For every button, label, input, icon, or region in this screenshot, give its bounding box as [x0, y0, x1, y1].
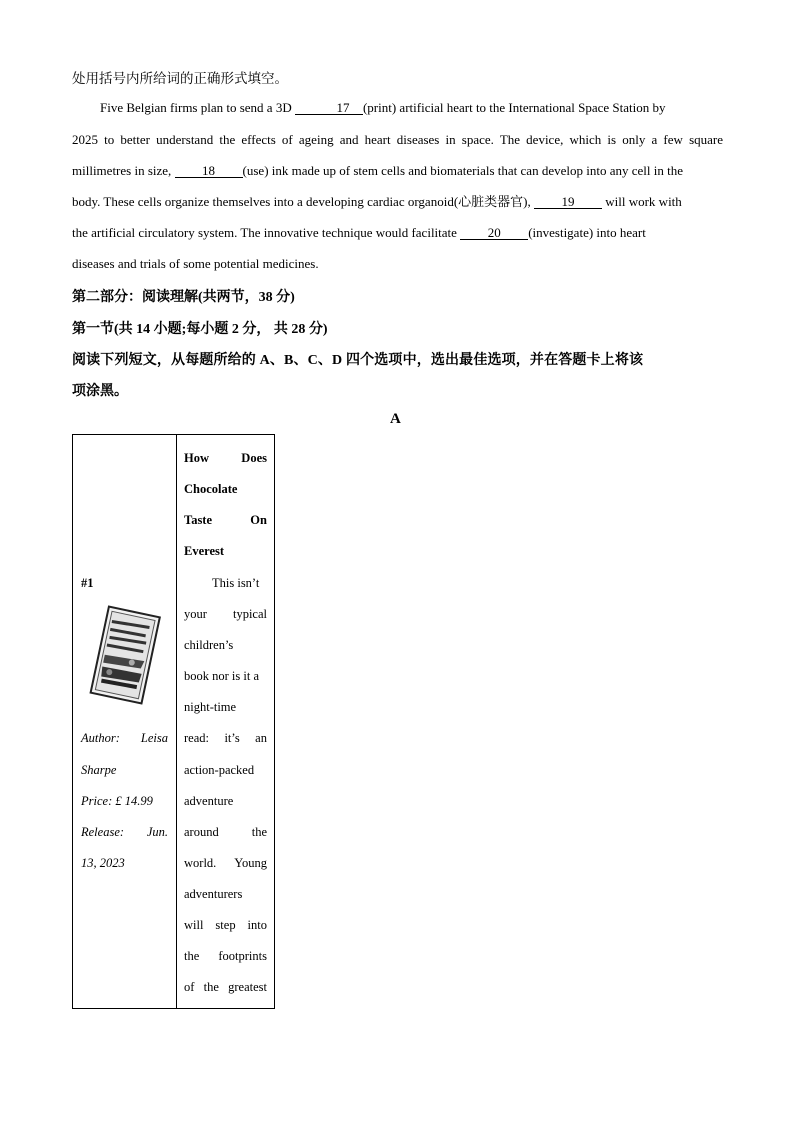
book-number: #1 — [81, 576, 94, 590]
book-description-line: world. Young — [184, 856, 267, 870]
blank-19[interactable]: 19 — [534, 195, 602, 209]
instruction-text: 处用括号内所给词的正确形式填空。 — [72, 71, 288, 87]
book-title-line: How Does — [184, 451, 267, 465]
reading-instructions-cont: 项涂黑。 — [72, 384, 128, 399]
book-title-line: Taste On — [184, 513, 267, 527]
passage-line-6: diseases and trials of some potential medicines. — [72, 256, 319, 271]
book-description-line: will step into — [184, 918, 267, 932]
passage-text: (use) ink made up of stem cells and biomaterials that can develop into any cell in the — [242, 163, 683, 178]
part-letter: A — [390, 411, 401, 427]
book-description-line: book nor is it a — [184, 669, 259, 683]
blank-18[interactable]: 18 — [175, 164, 243, 178]
blank-17[interactable]: 17 — [295, 101, 363, 115]
book-description-line: around the — [184, 825, 267, 839]
book-author-cont: Sharpe — [81, 763, 117, 777]
subsection-heading: 第一节(共 14 小题;每小题 2 分， 共 28 分) — [72, 322, 328, 337]
book-description-line: night-time — [184, 700, 237, 714]
book-description-line: This isn’t — [212, 576, 260, 590]
book-description-line: adventure — [184, 794, 234, 808]
passage-line-2: 2025 to better understand the effects of ageing and heart diseases in space. The device, which is only a few square — [72, 132, 723, 147]
book-description-line: action-packed — [184, 763, 255, 777]
book-description-line: children’s — [184, 638, 234, 652]
book-description-line: read: it’s an — [184, 731, 267, 745]
passage-text: millimetres in size, — [72, 163, 172, 178]
book-description-line: your typical — [184, 607, 267, 621]
passage-line-4 — [72, 194, 723, 210]
book-description-line: of the greatest — [184, 980, 267, 994]
passage-line-5 — [72, 225, 723, 241]
book-title-line: Everest — [184, 544, 225, 558]
book-description-line: the footprints — [184, 949, 267, 963]
section-heading: 第二部分：阅读理解(共两节，38 分) — [72, 290, 295, 305]
book-price: Price: £ 14.99 — [81, 794, 153, 808]
passage-text: (investigate) into heart — [528, 225, 646, 240]
passage-line-3 — [72, 163, 723, 179]
passage-text: the artificial circulatory system. The innovative technique would facilitate — [72, 225, 457, 240]
book-cover-image — [85, 601, 165, 711]
passage-text: (print) artificial heart to the International Space Station by — [362, 100, 666, 115]
blank-20[interactable]: 20 — [460, 226, 528, 240]
passage-line-1 — [72, 100, 723, 116]
book-title-line: Chocolate — [184, 482, 238, 496]
book-description-line: adventurers — [184, 887, 243, 901]
passage-text: Five Belgian firms plan to send a 3D — [100, 100, 292, 115]
book-table — [72, 434, 275, 1009]
reading-instructions: 阅读下列短文，从每题所给的 A、B、C、D 四个选项中，选出最佳选项，并在答题卡上将该 — [72, 353, 644, 368]
book-release: Release: Jun. — [81, 825, 168, 839]
book-release-cont: 13, 2023 — [81, 856, 125, 870]
book-author: Author: Leisa — [81, 731, 168, 745]
passage-text: body. These cells organize themselves into a developing cardiac organoid(心脏类器官), — [72, 194, 531, 209]
passage-text: will work with — [605, 194, 682, 209]
table-divider — [176, 435, 177, 1008]
